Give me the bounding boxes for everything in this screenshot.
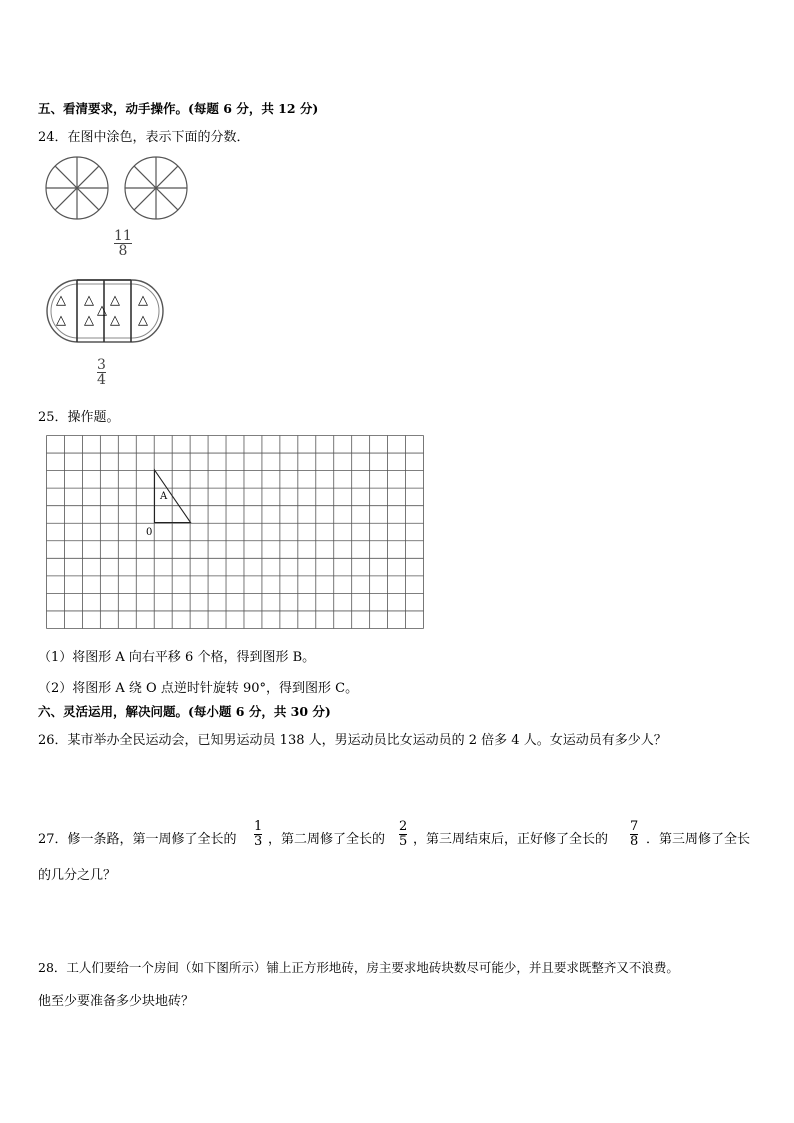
triangle-icon: △ <box>84 313 94 328</box>
question-25-step-2: （2）将图形 A 绕 O 点逆时针旋转 90°，得到图形 C。 <box>38 681 359 696</box>
question-28-line-2: 他至少要准备多少块地砖？ <box>38 994 195 1009</box>
triangle-icon: △ <box>84 293 94 308</box>
triangle-icon: △ <box>110 313 120 328</box>
fraction-2-5 <box>399 820 407 849</box>
fraction-numerator: 11 <box>114 228 132 244</box>
question-28-line-1: 28．工人们要给一个房间（如下图所示）铺上正方形地砖，房主要求地砖块数尽可能少，并且要求既整齐又不浪费。 <box>38 960 679 975</box>
question-26-text: 26．某市举办全民运动会，已知男运动员 138 人，男运动员比女运动员的 2 倍多 4 人。女运动员有多少人？ <box>38 733 667 748</box>
triangle-icon: △ <box>138 293 148 308</box>
circle-diagrams <box>40 154 200 222</box>
fraction-denominator: 8 <box>630 834 639 849</box>
triangle-group-3a <box>110 292 120 310</box>
fraction-denominator: 4 <box>97 372 106 388</box>
triangle-group-4b <box>138 312 148 330</box>
section-5-title: 五、看清要求，动手操作。(每题 6 分，共 12 分) <box>38 101 319 116</box>
fraction-1-3 <box>254 820 262 849</box>
circle-1 <box>46 157 108 219</box>
triangle-row-1 <box>56 292 67 310</box>
fraction-11-8 <box>114 229 132 258</box>
question-27-part-4: ．第三周修了全长 <box>646 832 751 847</box>
triangle-icon: △ <box>110 293 120 308</box>
triangle-group-3b <box>110 312 120 330</box>
fraction-denominator: 8 <box>118 243 128 259</box>
triangle-group-2c <box>97 302 107 320</box>
square-grid <box>46 435 424 629</box>
triangle-icon: △ <box>97 303 107 318</box>
label-o: 0 <box>146 527 153 538</box>
question-27-part-3: ，第三周结束后，正好修了全长的 <box>413 832 609 847</box>
triangle-group-4a <box>138 292 148 310</box>
fraction-numerator: 7 <box>630 819 639 834</box>
question-25-text: 25．操作题。 <box>38 410 120 425</box>
circle-2 <box>125 157 187 219</box>
triangle-group-2a <box>84 292 94 310</box>
triangle-icon: △ <box>56 293 67 308</box>
triangle-icon: △ <box>56 313 66 328</box>
triangle-row-2 <box>56 312 66 330</box>
triangle-icon: △ <box>138 313 148 328</box>
question-27-part-2: ，第二周修了全长的 <box>268 832 386 847</box>
question-27-part-1: 27．修一条路，第一周修了全长的 <box>38 832 237 847</box>
fraction-denominator: 5 <box>399 834 408 849</box>
label-a: A <box>160 491 168 502</box>
fraction-numerator: 1 <box>254 819 263 834</box>
question-27-line-2: 的几分之几？ <box>38 868 117 883</box>
question-25-step-1: （1）将图形 A 向右平移 6 个格，得到图形 B。 <box>38 650 316 665</box>
fraction-denominator: 3 <box>254 834 263 849</box>
fraction-7-8 <box>630 820 638 849</box>
question-24-text: 24．在图中涂色，表示下面的分数． <box>38 130 250 145</box>
triangle-group-2b <box>84 312 94 330</box>
section-6-title: 六、灵活运用，解决问题。(每小题 6 分，共 30 分) <box>38 704 331 719</box>
fraction-numerator: 3 <box>97 357 106 373</box>
fraction-numerator: 2 <box>399 819 408 834</box>
fraction-3-4 <box>97 358 106 387</box>
